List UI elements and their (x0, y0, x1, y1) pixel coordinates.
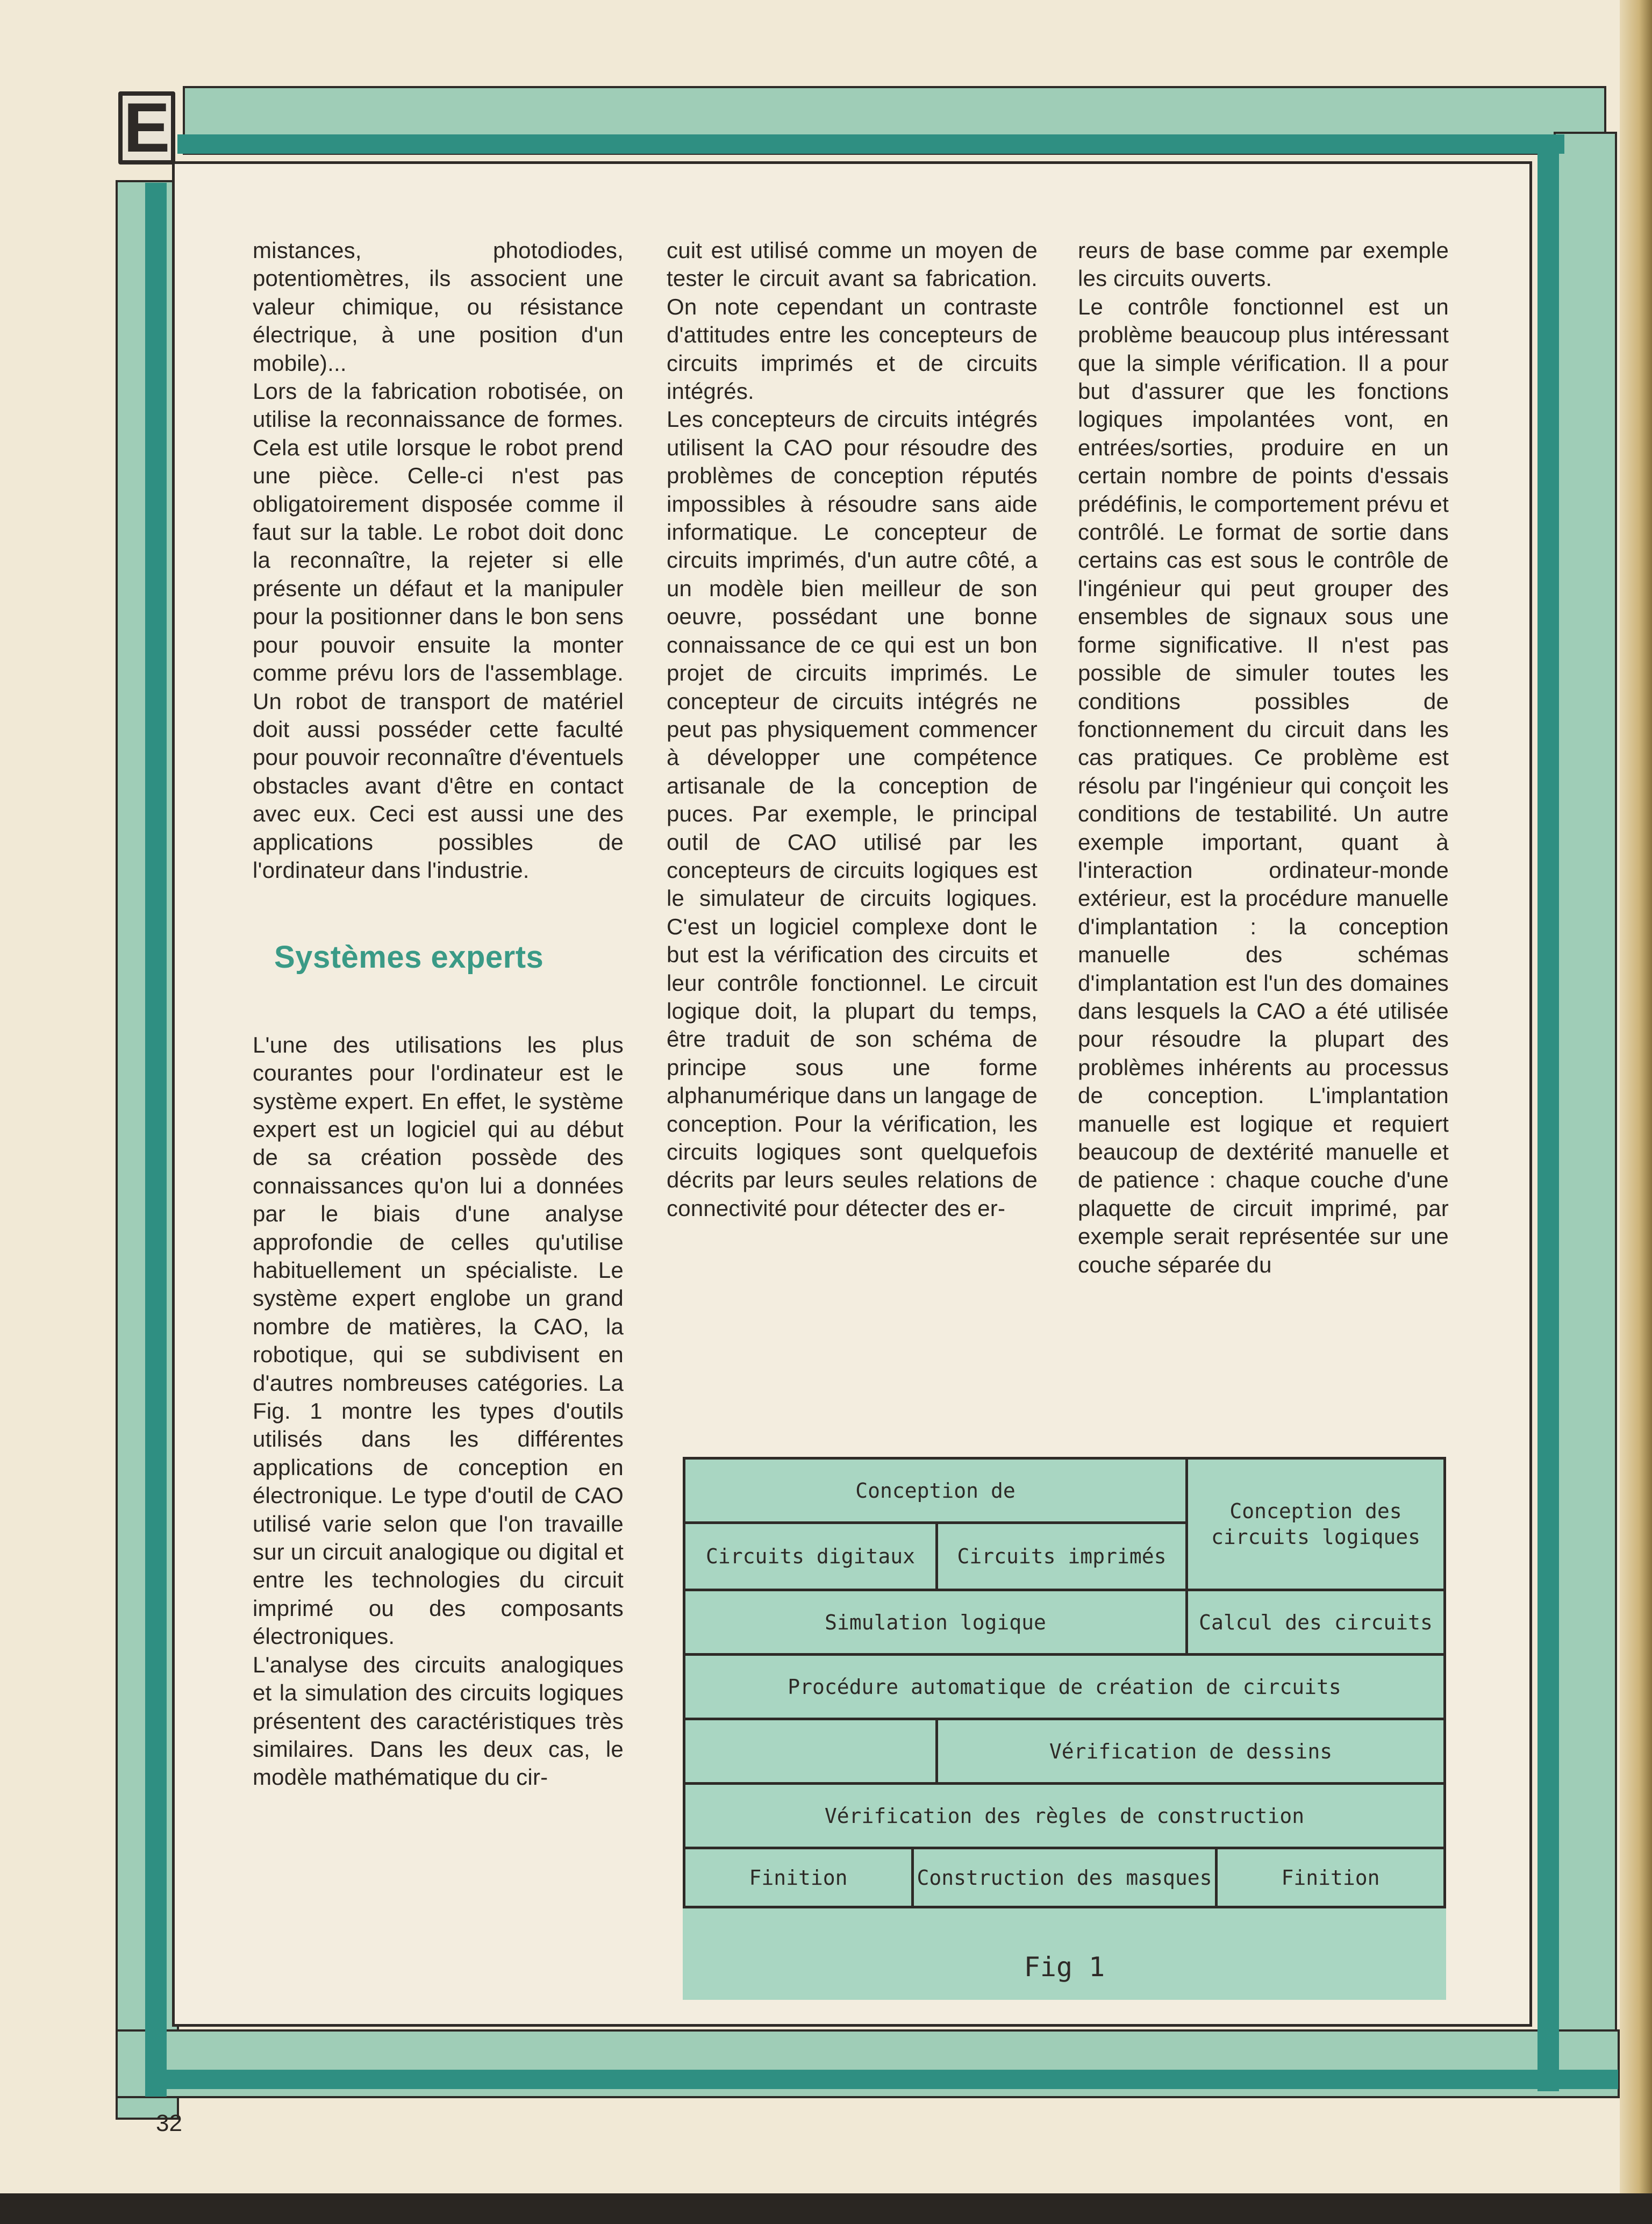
frame-accent-top (177, 134, 1564, 154)
frame-accent-right (1537, 134, 1559, 2091)
figure-1 (683, 1457, 1446, 2000)
text-column-3 (1078, 237, 1449, 1279)
paragraph: cuit est utilisé comme un moyen de tester le circuit avant sa fabrication. On note cependant un contraste d'attitudes entre les concepteurs de circuits imprimés et de circuits intégrés. (667, 238, 1038, 404)
paragraph: reurs de base comme par exemple les circuits ouverts. (1078, 238, 1449, 291)
paragraph: Le contrôle fonctionnel est un problème beaucoup plus intéressant que la simple vérification. Il a pour but d'assurer que les fonctions logiques impolantées vont, en entrées/sorties, produire en un certain nombre de points d'essais prédéfinis, le comportement prévu et contrôlé. Le format de sortie dans certains cas est sous le contrôle de l'ingénieur qui peut grouper des ensembles de signaux sous une forme significative. Il n'est pas possible de simuler toutes les conditions possibles de fonctionnement du circuit dans les cas pratiques. Ce problème est résolu par l'ingénieur qui conçoit les conditions de testabilité. Un autre exemple important, quant à l'interaction ordinateur-monde extérieur, est la procédure manuelle d'implantation : la conception manuelle des schémas d'implantation est l'un des domaines dans lesquels la CAO a été utilisée pour résoudre la plupart des problèmes inhérents au processus de conception. L'implantation manuelle est logique et requiert beaucoup de dextérité manuelle et de patience : chaque couche d'une plaquette de circuit imprimé, par exemple serait représentée sur une couche séparée du (1078, 294, 1449, 1277)
paper-edge (1620, 0, 1652, 2224)
fig-cell-construction-masques: Construction des masques (911, 1847, 1218, 1908)
page-number: 32 (156, 2110, 182, 2136)
frame-strip-right (1554, 132, 1617, 2071)
fig-cell-calcul-circuits: Calcul des circuits (1185, 1589, 1446, 1656)
section-letter-badge: E (118, 91, 175, 165)
fig-cell-finition-right: Finition (1215, 1847, 1446, 1908)
fig-cell-simulation-logique: Simulation logique (683, 1589, 1188, 1656)
figure-caption: Fig 1 (1024, 1951, 1105, 1983)
paragraph: L'analyse des circuits analogiques et la simulation des circuits logiques présentent des caractéristiques très similaires. Dans les deux cas, le modèle mathématique du cir- (253, 1651, 624, 1790)
fig-cell-verification-dessins: Vérification de dessins (935, 1718, 1446, 1785)
fig-cell-verification-regles: Vérification des règles de construction (683, 1782, 1446, 1849)
paragraph: Lors de la fabrication robotisée, on utilise la reconnaissance de formes. Cela est utile lorsque le robot prend une pièce. Celle-ci n'est pas obligatoirement disposée comme il faut sur la table. Le robot doit donc la reconnaître, la rejeter si elle présente un défaut et la manipuler pour la positionner dans le bon sens pour pouvoir ensuite la monter comme prévu lors de l'assemblage. Un robot de transport de matériel doit aussi posséder cette faculté pour pouvoir reconnaître d'éventuels obstacles avant d'être en contact avec eux. Ceci est aussi une des applications possibles de l'ordinateur dans l'industrie. (253, 378, 624, 883)
text-column-2 (667, 237, 1038, 1222)
text-column-1 (253, 237, 624, 1792)
frame-accent-bottom (145, 2070, 1618, 2089)
section-heading: Systèmes experts (274, 940, 544, 975)
fig-cell-circuits-imprimes: Circuits imprimés (935, 1521, 1188, 1591)
paragraph: mistances, photodiodes, potentiomètres, ils associent une valeur chimique, ou résistance électrique, à une position d'un mobile)... (253, 238, 624, 376)
paragraph: L'une des utilisations les plus courantes pour l'ordinateur est le système expert. En effet, le système expert est un logiciel qui au début de sa création possède des connaissances qu'on lui a données par le biais d'une analyse approfondie de celles qu'utilise habituellement un spécialiste. Le système expert englobe un grand nombre de matières, la CAO, la robotique, qui se subdivisent en d'autres nombreuses catégories. La Fig. 1 montre les types d'outils utilisés dans les différentes applications de conception en électronique. Le type d'outil de CAO utilisé varie selon que l'on travaille sur un circuit analogique ou digital et entre les technologies du circuit imprimé ou des composants électroniques. (253, 1032, 624, 1649)
fig-cell-procedure-automatique: Procédure automatique de création de circuits (683, 1653, 1446, 1720)
fig-cell-conception-de: Conception de (683, 1457, 1188, 1524)
paragraph: Les concepteurs de circuits intégrés utilisent la CAO pour résoudre des problèmes de conception réputés impossibles à résoudre sans aide informatique. Le concepteur de circuits imprimés, d'un autre côté, a un modèle bien meilleur de son oeuvre, possédant une bonne connaissance de ce qui est un bon projet de circuits imprimés. Le concepteur de circuits intégrés ne peut pas physiquement commencer à développer une compétence artisanale de la conception de puces. Par exemple, le principal outil de CAO utilisé par les concepteurs de circuits logiques est le simulateur de circuits logiques. C'est un logiciel complexe dont le but est la vérification des circuits et leur contrôle fonctionnel. Le circuit logique doit, la plupart du temps, être traduit de son schéma de principe sous une forme alphanumérique dans un langage de conception. Pour la vérification, les circuits logiques sont quelquefois décrits par leurs seules relations de connectivité pour détecter des er- (667, 406, 1038, 1221)
fig-cell-empty (683, 1718, 938, 1785)
fig-cell-conception-logiques: Conception des circuits logiques (1185, 1457, 1446, 1591)
fig-cell-finition-left: Finition (683, 1847, 914, 1908)
frame-accent-left (145, 183, 167, 2097)
scan-bottom-edge (0, 2193, 1652, 2224)
fig-cell-circuits-digitaux: Circuits digitaux (683, 1521, 938, 1591)
